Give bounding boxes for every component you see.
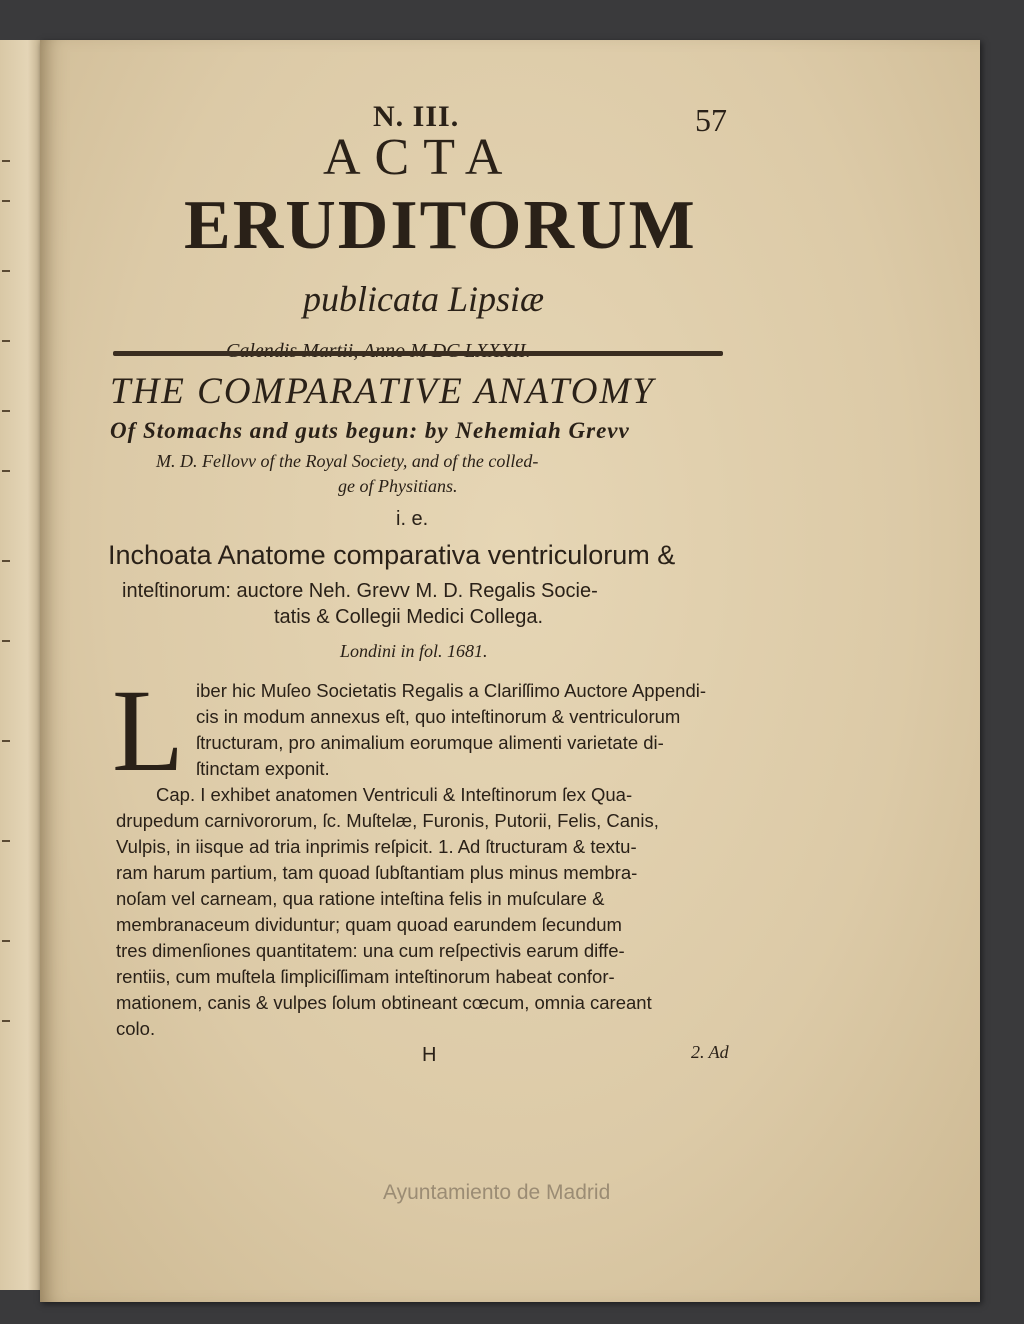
body-line: ſtinctam exponit. bbox=[196, 758, 330, 779]
body-line: ſtructuram, pro animalium eorumque alimenti varietate di- bbox=[196, 732, 664, 753]
page-mark bbox=[2, 470, 10, 472]
body-line: colo. bbox=[116, 1018, 156, 1039]
page-mark bbox=[2, 640, 10, 642]
body-line: rentiis, cum muſtela ſimpliciſſimam inteſtinorum habeat confor- bbox=[116, 966, 615, 987]
issue-number: N. III. bbox=[373, 100, 460, 133]
body-line: mationem, canis & vulpes ſolum obtineant cœcum, omnia careant bbox=[116, 992, 652, 1013]
journal-title-acta: ACTA bbox=[323, 129, 517, 186]
page-mark bbox=[2, 840, 10, 842]
latin-title-line-3: tatis & Collegii Medici Collega. bbox=[274, 606, 544, 628]
body-line: Vulpis, in iisque ad tria inprimis reſpicit. 1. Ad ſtructuram & textu- bbox=[116, 836, 637, 857]
journal-title-eruditorum: ERUDITORUM bbox=[184, 187, 697, 264]
body-line: Cap. I exhibet anatomen Ventriculi & Inteſtinorum ſex Qua- bbox=[156, 784, 633, 805]
page-mark bbox=[2, 410, 10, 412]
english-title-line-1: THE COMPARATIVE ANATOMY bbox=[110, 371, 655, 412]
page-number: 57 bbox=[695, 102, 727, 138]
library-watermark: Ayuntamiento de Madrid bbox=[383, 1181, 611, 1204]
page-mark bbox=[2, 560, 10, 562]
catchword: 2. Ad bbox=[691, 1042, 729, 1062]
page-mark bbox=[2, 200, 10, 202]
body-line: tres dimenſiones quantitatem: una cum reſpectivis earum diffe- bbox=[116, 940, 625, 961]
english-title-line-3: M. D. Fellovv of the Royal Society, and of the colled- bbox=[156, 451, 539, 471]
header-rule bbox=[113, 351, 723, 356]
imprint: Londini in fol. 1681. bbox=[340, 641, 488, 661]
page-mark bbox=[2, 1020, 10, 1022]
page-mark bbox=[2, 270, 10, 272]
signature-mark: H bbox=[422, 1044, 437, 1066]
body-line: noſam vel carneam, qua ratione inteſtina felis in muſculare & bbox=[116, 888, 605, 909]
english-title-line-2: Of Stomachs and guts begun: by Nehemiah Grevv bbox=[110, 418, 630, 443]
page-mark bbox=[2, 340, 10, 342]
body-line: drupedum carnivororum, ſc. Muſtelæ, Furonis, Putorii, Felis, Canis, bbox=[116, 810, 659, 831]
publication-place: publicata Lipsiæ bbox=[303, 279, 545, 319]
body-line: cis in modum annexus eſt, quo inteſtinorum & ventriculorum bbox=[196, 706, 681, 727]
body-line: membranaceum dividuntur; quam quoad earundem ſecundum bbox=[116, 914, 622, 935]
id-est: i. e. bbox=[396, 508, 429, 530]
document-page bbox=[40, 40, 980, 1302]
page-mark bbox=[2, 940, 10, 942]
body-line: iber hic Muſeo Societatis Regalis a Clariſſimo Auctore Appendi- bbox=[196, 680, 707, 701]
page-mark bbox=[2, 740, 10, 742]
latin-title-line-1: Inchoata Anatome comparativa ventriculorum & bbox=[108, 540, 676, 570]
body-line: ram harum partium, tam quoad ſubſtantiam plus minus membra- bbox=[116, 862, 638, 883]
drop-cap: L bbox=[112, 665, 185, 796]
page-mark bbox=[2, 160, 10, 162]
english-title-line-4: ge of Physitians. bbox=[338, 476, 458, 496]
latin-title-line-2: inteſtinorum: auctore Neh. Grevv M. D. Regalis Socie- bbox=[122, 580, 598, 602]
